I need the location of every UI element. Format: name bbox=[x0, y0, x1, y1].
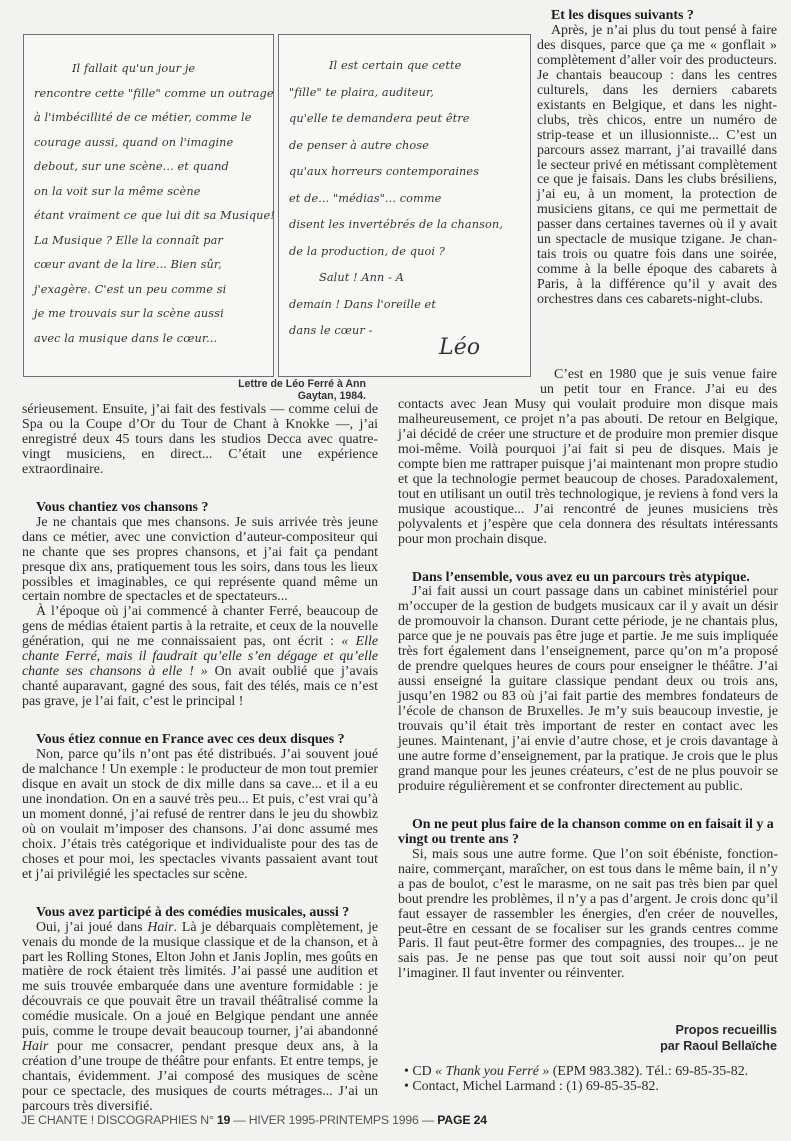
handwritten-line: Il est certain que cette bbox=[329, 59, 462, 72]
handwritten-line: La Musique ? Elle la connaît par bbox=[34, 233, 223, 247]
section-heading: Dans l’ensemble, vous avez eu un parcours très atypique. bbox=[412, 569, 750, 585]
handwritten-line: avec la musique dans le cœur... bbox=[34, 331, 218, 345]
paragraph-line: un petit tour en France. J’ai eu des bbox=[540, 382, 777, 397]
paragraph: Si, mais sous une autre forme. Que l’on soit ébéniste, fonctionnaire, commerçant, maraîcher, on est tous dans le même bain, il n’y a pas de boulot, c’est le marasme, on ne sait pas très bien par quel bout prendre les problèmes, il n’y a pas d’argent. Je crois donc qu’il faut essayer de rassembler les énergies, d'en créer de nouvelles, peut-être en cessant de se focaliser sur les grands centres comme Paris. Il faut peut-être former des compagnies, des troupes... je ne sais pas. Je ne pense pas que tout soit aussi noir qu’on peut l’imaginer. Il faut inventer ou réinventer. bbox=[398, 846, 778, 982]
handwritten-line: cœur avant de la lire... Bien sûr, bbox=[34, 258, 222, 271]
credit-author: par Raoul Bellaïche bbox=[660, 1039, 777, 1053]
handwritten-line: étant vraiment ce que lui dit sa Musique! bbox=[34, 209, 275, 222]
paragraph-line: C’est en 1980 que je suis venue faire bbox=[554, 367, 777, 382]
handwritten-line: courage aussi, quand on l'imagine bbox=[34, 135, 234, 149]
section-heading: Vous avez participé à des comédies musicales, aussi ? bbox=[36, 904, 350, 920]
page-number: PAGE 24 bbox=[437, 1113, 487, 1127]
handwritten-line: debout, sur une scène... et quand bbox=[34, 160, 229, 173]
title-hair: Hair bbox=[22, 1039, 49, 1055]
handwritten-line: qu'elle te demandera peut être bbox=[289, 112, 470, 125]
handwritten-line: j'exagère. C'est un peu comme si bbox=[34, 282, 227, 296]
issue-number: 19 bbox=[216, 1113, 231, 1127]
handwritten-line: "fille" te plaira, auditeur, bbox=[289, 85, 434, 99]
column-left bbox=[22, 403, 378, 1115]
page-footer bbox=[21, 1113, 487, 1127]
handwritten-line: Salut ! Ann - A bbox=[319, 271, 404, 284]
text: pour me consacrer, pendant presque deux ans, à la création d’une troupe de théâtre pour enfants. Et entre temps, je chantais, évidemment. J’ai composé des musiques de scène pour ce spectacle, des musiques de courts métrages... J’ai un parcours très diversifié. bbox=[22, 1039, 378, 1115]
handwritten-line: de penser à autre chose bbox=[289, 138, 429, 152]
handwritten-line: rencontre cette "fille" comme un outrage bbox=[34, 86, 274, 100]
text: À l’époque où j’ai commencé à chanter Ferré, beaucoup de gens de médias étaient partis à la retraite, et ceux de la nouvelle génération, qui ne me connaissaient pas, ont écrit : bbox=[22, 604, 378, 650]
quote: « Elle chante Ferré, mais il faudrait qu’elle s’en dégage et qu’elle chante ses chansons à elle ! » bbox=[22, 634, 378, 680]
album-title: « Thank you Ferré » bbox=[435, 1064, 550, 1079]
section-heading: Vous chantiez vos chansons ? bbox=[36, 499, 209, 515]
paragraph bbox=[22, 921, 378, 1115]
paragraph: J’ai fait aussi un court passage dans un cabinet ministériel pour m’occuper de la gestion de budgets musicaux car il y avait un désir de promouvoir la chanson. Durant cette période, je ne chantais plus, parce que je ne pouvais pas être juge et partie. Je me suis impliquée très fort également dans l’enseignement, parce qu’on m’a proposé de prendre quelques heures de cours pour enseigner le théâtre. J’ai aussi enseigné la guitare classique pendant deux ou trois ans, jusqu’en 1982 ou 83 où j’ai fait partie des membres fondateurs de l’école de chanson de Bruxelles. Je m’y suis beaucoup investie, je trouvais qu’il était très important de rester en contact avec les jeunes. Maintenant, j’ai envie d’autre chose, et je crois davantage à une autre forme d’enseignement, par la pratique. Je crois que le plus grand manque pour les jeunes créateurs, c’est de ne plus pouvoir se produire régulièrement et se confronter directement au public. bbox=[398, 584, 778, 794]
handwritten-line: Il fallait qu'un jour je bbox=[72, 62, 196, 75]
handwritten-line: et de... "médias"... comme bbox=[289, 191, 442, 205]
paragraph: Non, parce qu’ils n’ont pas été distribués. J’ai souvent joué de malchance ! Un exemple : le producteur de mon tout premier disque en avait un stock de dix mille dans sa cave... et il a eu une inondation. On en a sauvé très peu... Et puis, c’est vrai qu’à un moment donné, j’ai refusé de rentrer dans le jeu du showbiz où on voulait m’imposer des chansons. J’ai donc assumé mes choix. J’étais très catégorique et individualiste pour des tas de choses et pour moi, les spectacles vivants passaient avant tout et j’ai privilégié les spectacles sur scène. bbox=[22, 747, 379, 882]
text: • CD bbox=[404, 1064, 436, 1079]
letter-facsimile-page-2 bbox=[278, 34, 531, 377]
handwritten-line: disent les invertébrés de la chanson, bbox=[289, 218, 503, 231]
section-heading: Et les disques suivants ? bbox=[551, 8, 694, 23]
column-right-bottom bbox=[398, 398, 778, 982]
issue-season: — HIVER 1995-PRINTEMPS 1996 — bbox=[230, 1113, 438, 1127]
paragraph: Je ne chantais que mes chansons. Je suis arrivée très jeune dans ce métier, avec une conviction d’auteur-compositeur qui ne chante que ses propres chansons, et j’ai fait ça pendant presque dix ans, pratiquement tous les soirs, dans tous les lieux possibles et imaginables, ce qui représente quand même un certain nombre de spectacles et de spectateurs... bbox=[22, 514, 378, 605]
notes-list bbox=[404, 1064, 748, 1094]
handwritten-line: dans le cœur - bbox=[289, 324, 373, 337]
signature: Léo bbox=[439, 334, 481, 360]
credit-line: Propos recueillis bbox=[675, 1023, 777, 1037]
column-right-top bbox=[537, 9, 777, 308]
note-cd bbox=[404, 1064, 748, 1079]
letter-facsimile-page-1 bbox=[23, 34, 274, 377]
text: Oui, j’ai joué dans bbox=[36, 919, 148, 935]
handwritten-line: je me trouvais sur la scène aussi bbox=[34, 307, 224, 320]
note-contact: • Contact, Michel Larmand : (1) 69-85-35-82. bbox=[404, 1079, 659, 1094]
handwritten-line: on la voit sur la même scène bbox=[34, 184, 201, 198]
handwritten-line: qu'aux horreurs contemporaines bbox=[289, 165, 480, 178]
figure-caption: Lettre de Léo Ferré à Ann Gaytan, 1984. bbox=[238, 378, 366, 402]
handwritten-line: demain ! Dans l'oreille et bbox=[289, 297, 436, 311]
handwritten-line: à l'imbécillité de ce métier, comme le bbox=[34, 111, 252, 124]
handwritten-text bbox=[34, 57, 275, 351]
text: On avait oublié que j’avais chanté auparavant, gagné des sous, fait des télés, mais ce n’est pas grave, je l’ai fait, c’est le principal ! bbox=[22, 664, 378, 710]
paragraph: Après, je n’ai plus du tout pensé à faire des disques, parce que ça me « gonflait » complètement d’aller voir des producteurs. Je chantais beaucoup : dans les centres culturels, dans les derniers cabarets existants en Belgique, et dans les night-clubs, très chicos, entre un numéro de strip-tease et un illusionniste... C’est un parcours assez marrant, j’ai travaillé dans le secteur privé en métissant complètement ce que je faisais. Dans les clubs brésiliens, j’ai eu, à un moment, la protection de musiciens gitans, ce qui me permettait de passer dans certaines tavernes où il y avait un spectacle de musique tzigane. Je chantais trois ou quatre fois dans une soirée, comme à la belle époque des cabarets à Paris, à la différence qu’il y avait des orchestres dans ces cabarets-night-clubs. bbox=[537, 22, 777, 308]
handwritten-line: de la production, de quoi ? bbox=[289, 244, 445, 258]
handwritten-text bbox=[289, 53, 522, 361]
paragraph: contacts avec Jean Musy qui voulait produire mon disque mais malheureusement, ce projet n’a pas abouti. De retour en Belgique, j’ai décidé de créer une structure et de produire mon premier disque moi-même. Voilà pourquoi j’ai fait si peu de disques. Mais je compte bien me rattraper puisque j’ai maintenant mon propre studio et que la technologie permet beaucoup de choses. Paradoxalement, tout en utilisant un outil très technologique, je reviens à fond vers la musique acoustique... J’ai rencontré de jeunes musiciens très polyvalents et j’espère que cela donnera des résultats intéressants pour mon prochain disque. bbox=[398, 397, 778, 547]
section-heading: Vous étiez connue en France avec ces deux disques ? bbox=[36, 732, 345, 748]
magazine-name: JE CHANTE ! DISCOGRAPHIES N° bbox=[21, 1113, 217, 1127]
section-heading: On ne peut plus faire de la chanson comme on en faisait il y a vingt ou trente ans ? bbox=[398, 816, 774, 847]
interview-credit bbox=[660, 1022, 777, 1054]
paragraph: sérieusement. Ensuite, j’ai fait des festivals — comme celui de Spa ou la Coupe d’Or du Tour de Chant à Knokke —, j’ai enregistré deux 45 tours dans les studios Decca avec quatre-vingt musiciens, en direct... C’était une expérience extraordinaire. bbox=[22, 402, 378, 477]
text: . Là je débarquais complètement, je venais du monde de la musique classique et de la chanson, et à part les Rolling Stones, Elton John et Janis Joplin, mes goûts en matière de rock étaient très limités. J’ai passé une audition et me suis trouvée embarquée dans une aventure formidable : je découvrais ce que pouvait être un travail théâtralisé comme la comédie musicale. On a joué en Belgique pendant une année puis, comme le troupe devait beaucoup tourner, j’ai abandonné bbox=[22, 919, 378, 1040]
paragraph bbox=[22, 605, 378, 710]
title-hair: Hair bbox=[147, 919, 174, 935]
text: (EPM 983.382). Tél.: 69-85-35-82. bbox=[549, 1064, 749, 1079]
